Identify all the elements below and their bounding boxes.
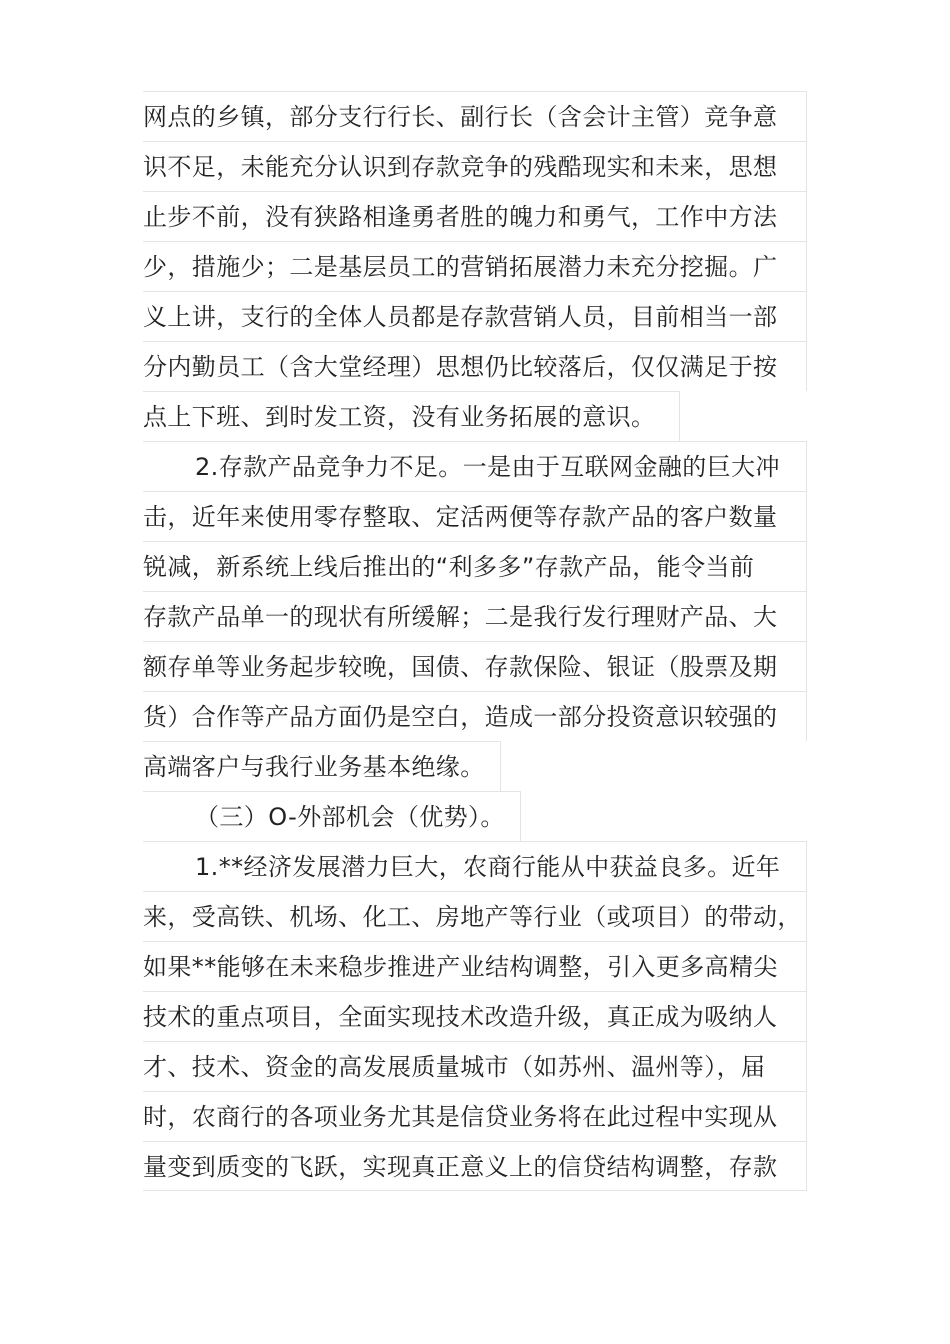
text-line: 时，农商行的各项业务尤其是信贷业务将在此过程中实现从: [143, 1091, 807, 1141]
text-line: 点上下班、到时发工资，没有业务拓展的意识。: [143, 391, 680, 441]
text-line: 义上讲，支行的全体人员都是存款营销人员，目前相当一部: [143, 291, 807, 341]
text-line: 少，措施少；二是基层员工的营销拓展潜力未充分挖掘。广: [143, 241, 807, 291]
text-line: 来，受高铁、机场、化工、房地产等行业（或项目）的带动，: [143, 891, 807, 941]
text-line: 高端客户与我行业务基本绝缘。: [143, 741, 501, 791]
text-line: 2.存款产品竞争力不足。一是由于互联网金融的巨大冲: [143, 441, 807, 491]
text-line: 击，近年来使用零存整取、定活两便等存款产品的客户数量: [143, 491, 807, 541]
text-line: 技术的重点项目，全面实现技术改造升级，真正成为吸纳人: [143, 991, 807, 1041]
text-line: 止步不前，没有狭路相逢勇者胜的魄力和勇气，工作中方法: [143, 191, 807, 241]
text-line: 识不足，未能充分认识到存款竞争的残酷现实和未来，思想: [143, 141, 807, 191]
text-line: 才、技术、资金的高发展质量城市（如苏州、温州等），届: [143, 1041, 807, 1091]
text-line: 量变到质变的飞跃，实现真正意义上的信贷结构调整，存款: [143, 1141, 807, 1191]
text-line: 额存单等业务起步较晚，国债、存款保险、银证（股票及期: [143, 641, 807, 691]
text-line: 1.**经济发展潜力巨大，农商行能从中获益良多。近年: [143, 841, 807, 891]
text-line: 分内勤员工（含大堂经理）思想仍比较落后，仅仅满足于按: [143, 341, 807, 391]
text-line: 货）合作等产品方面仍是空白，造成一部分投资意识较强的: [143, 691, 807, 741]
text-line: 如果**能够在未来稳步推进产业结构调整，引入更多高精尖: [143, 941, 807, 991]
section-heading: （三）O-外部机会（优势）。: [143, 791, 521, 841]
text-line: 网点的乡镇，部分支行行长、副行长（含会计主管）竞争意: [143, 91, 807, 141]
text-line: 锐减，新系统上线后推出的“利多多”存款产品，能令当前: [143, 541, 807, 591]
text-line: 存款产品单一的现状有所缓解；二是我行发行理财产品、大: [143, 591, 807, 641]
